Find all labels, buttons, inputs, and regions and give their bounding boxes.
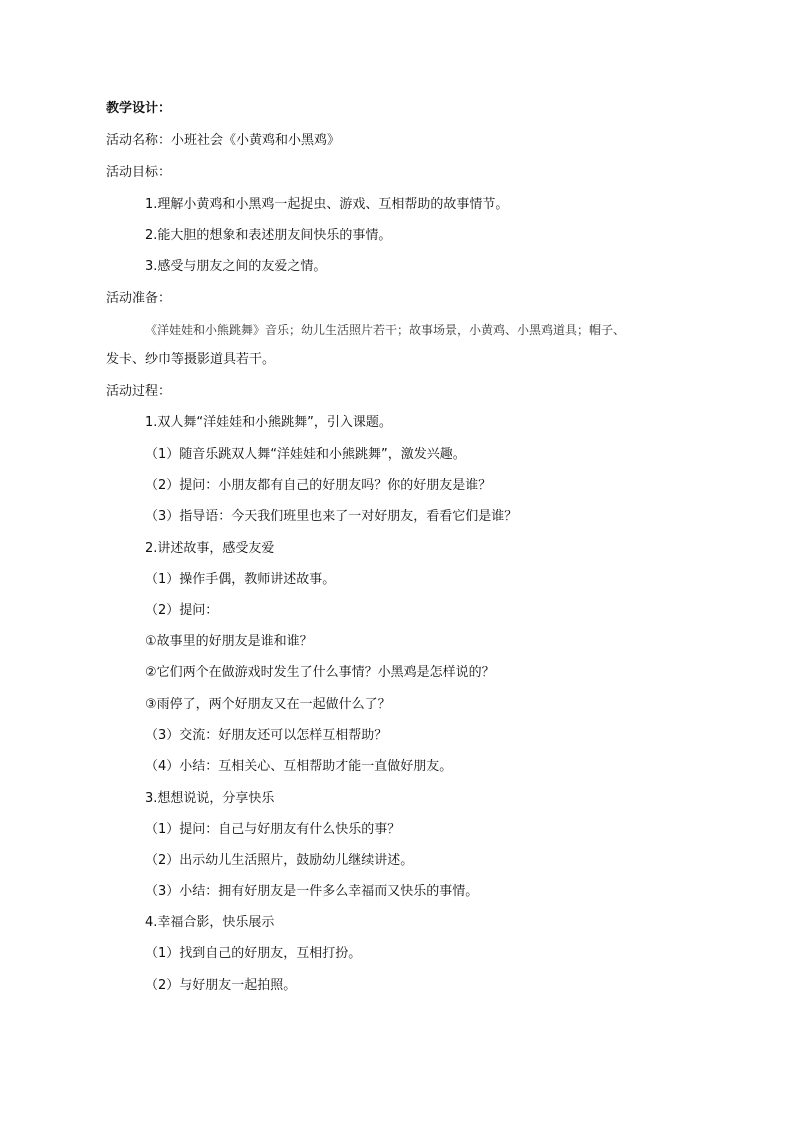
goals-label: 活动目标： [106,165,172,180]
activity-name: 活动名称：小班社会《小黄鸡和小黑鸡》 [106,133,341,148]
process-substep: （1）操作手偶，教师讲述故事。 [145,572,336,587]
goal-item: 1.理解小黄鸡和小黑鸡一起捉虫、游戏、互相帮助的故事情节。 [145,197,509,212]
process-substep: （3）小结：拥有好朋友是一件多么幸福而又快乐的事情。 [145,884,479,899]
prep-label: 活动准备： [106,291,172,306]
process-step: 3.想想说说，分享快乐 [145,791,275,806]
doc-heading: 教学设计： [106,101,172,116]
process-substep: （1）提问：自己与好朋友有什么快乐的事？ [145,822,401,837]
process-step: 2.讲述故事，感受友爱 [145,541,275,556]
process-substep: （2）提问： [145,603,219,618]
goal-item: 3.感受与朋友之间的友爱之情。 [145,259,327,274]
goal-item: 2.能大胆的想象和表述朋友间快乐的事情。 [145,228,392,243]
process-substep: （1）找到自己的好朋友，互相打扮。 [145,946,362,961]
process-substep: （1）随音乐跳双人舞“洋娃娃和小熊跳舞”，激发兴趣。 [145,447,466,462]
process-substep: （2）出示幼儿生活照片，鼓励幼儿继续讲述。 [145,853,414,868]
process-step: 4.幸福合影，快乐展示 [145,915,275,930]
process-substep: （4）小结：互相关心、互相帮助才能一直做好朋友。 [145,759,453,774]
prep-text-continued: 发卡、纱巾等摄影道具若干。 [106,352,276,367]
process-substep: （3）交流：好朋友还可以怎样互相帮助？ [145,728,388,743]
process-substep: （2）与好朋友一起拍照。 [145,978,297,993]
process-question: ①故事里的好朋友是谁和谁？ [145,634,313,649]
process-substep: （3）指导语：今天我们班里也来了一对好朋友，看看它们是谁？ [145,509,518,524]
process-step: 1.双人舞“洋娃娃和小熊跳舞”，引入课题。 [145,415,392,430]
prep-text: 《洋娃娃和小熊跳舞》音乐；幼儿生活照片若干；故事场景，小黄鸡、小黑鸡道具；帽子、 [145,323,626,337]
process-label: 活动过程： [106,384,172,399]
process-question: ③雨停了，两个好朋友又在一起做什么了？ [145,697,391,712]
process-question: ②它们两个在做游戏时发生了什么事情？小黑鸡是怎样说的？ [145,665,495,680]
process-substep: （2）提问：小朋友都有自己的好朋友吗？你的好朋友是谁？ [145,478,492,493]
